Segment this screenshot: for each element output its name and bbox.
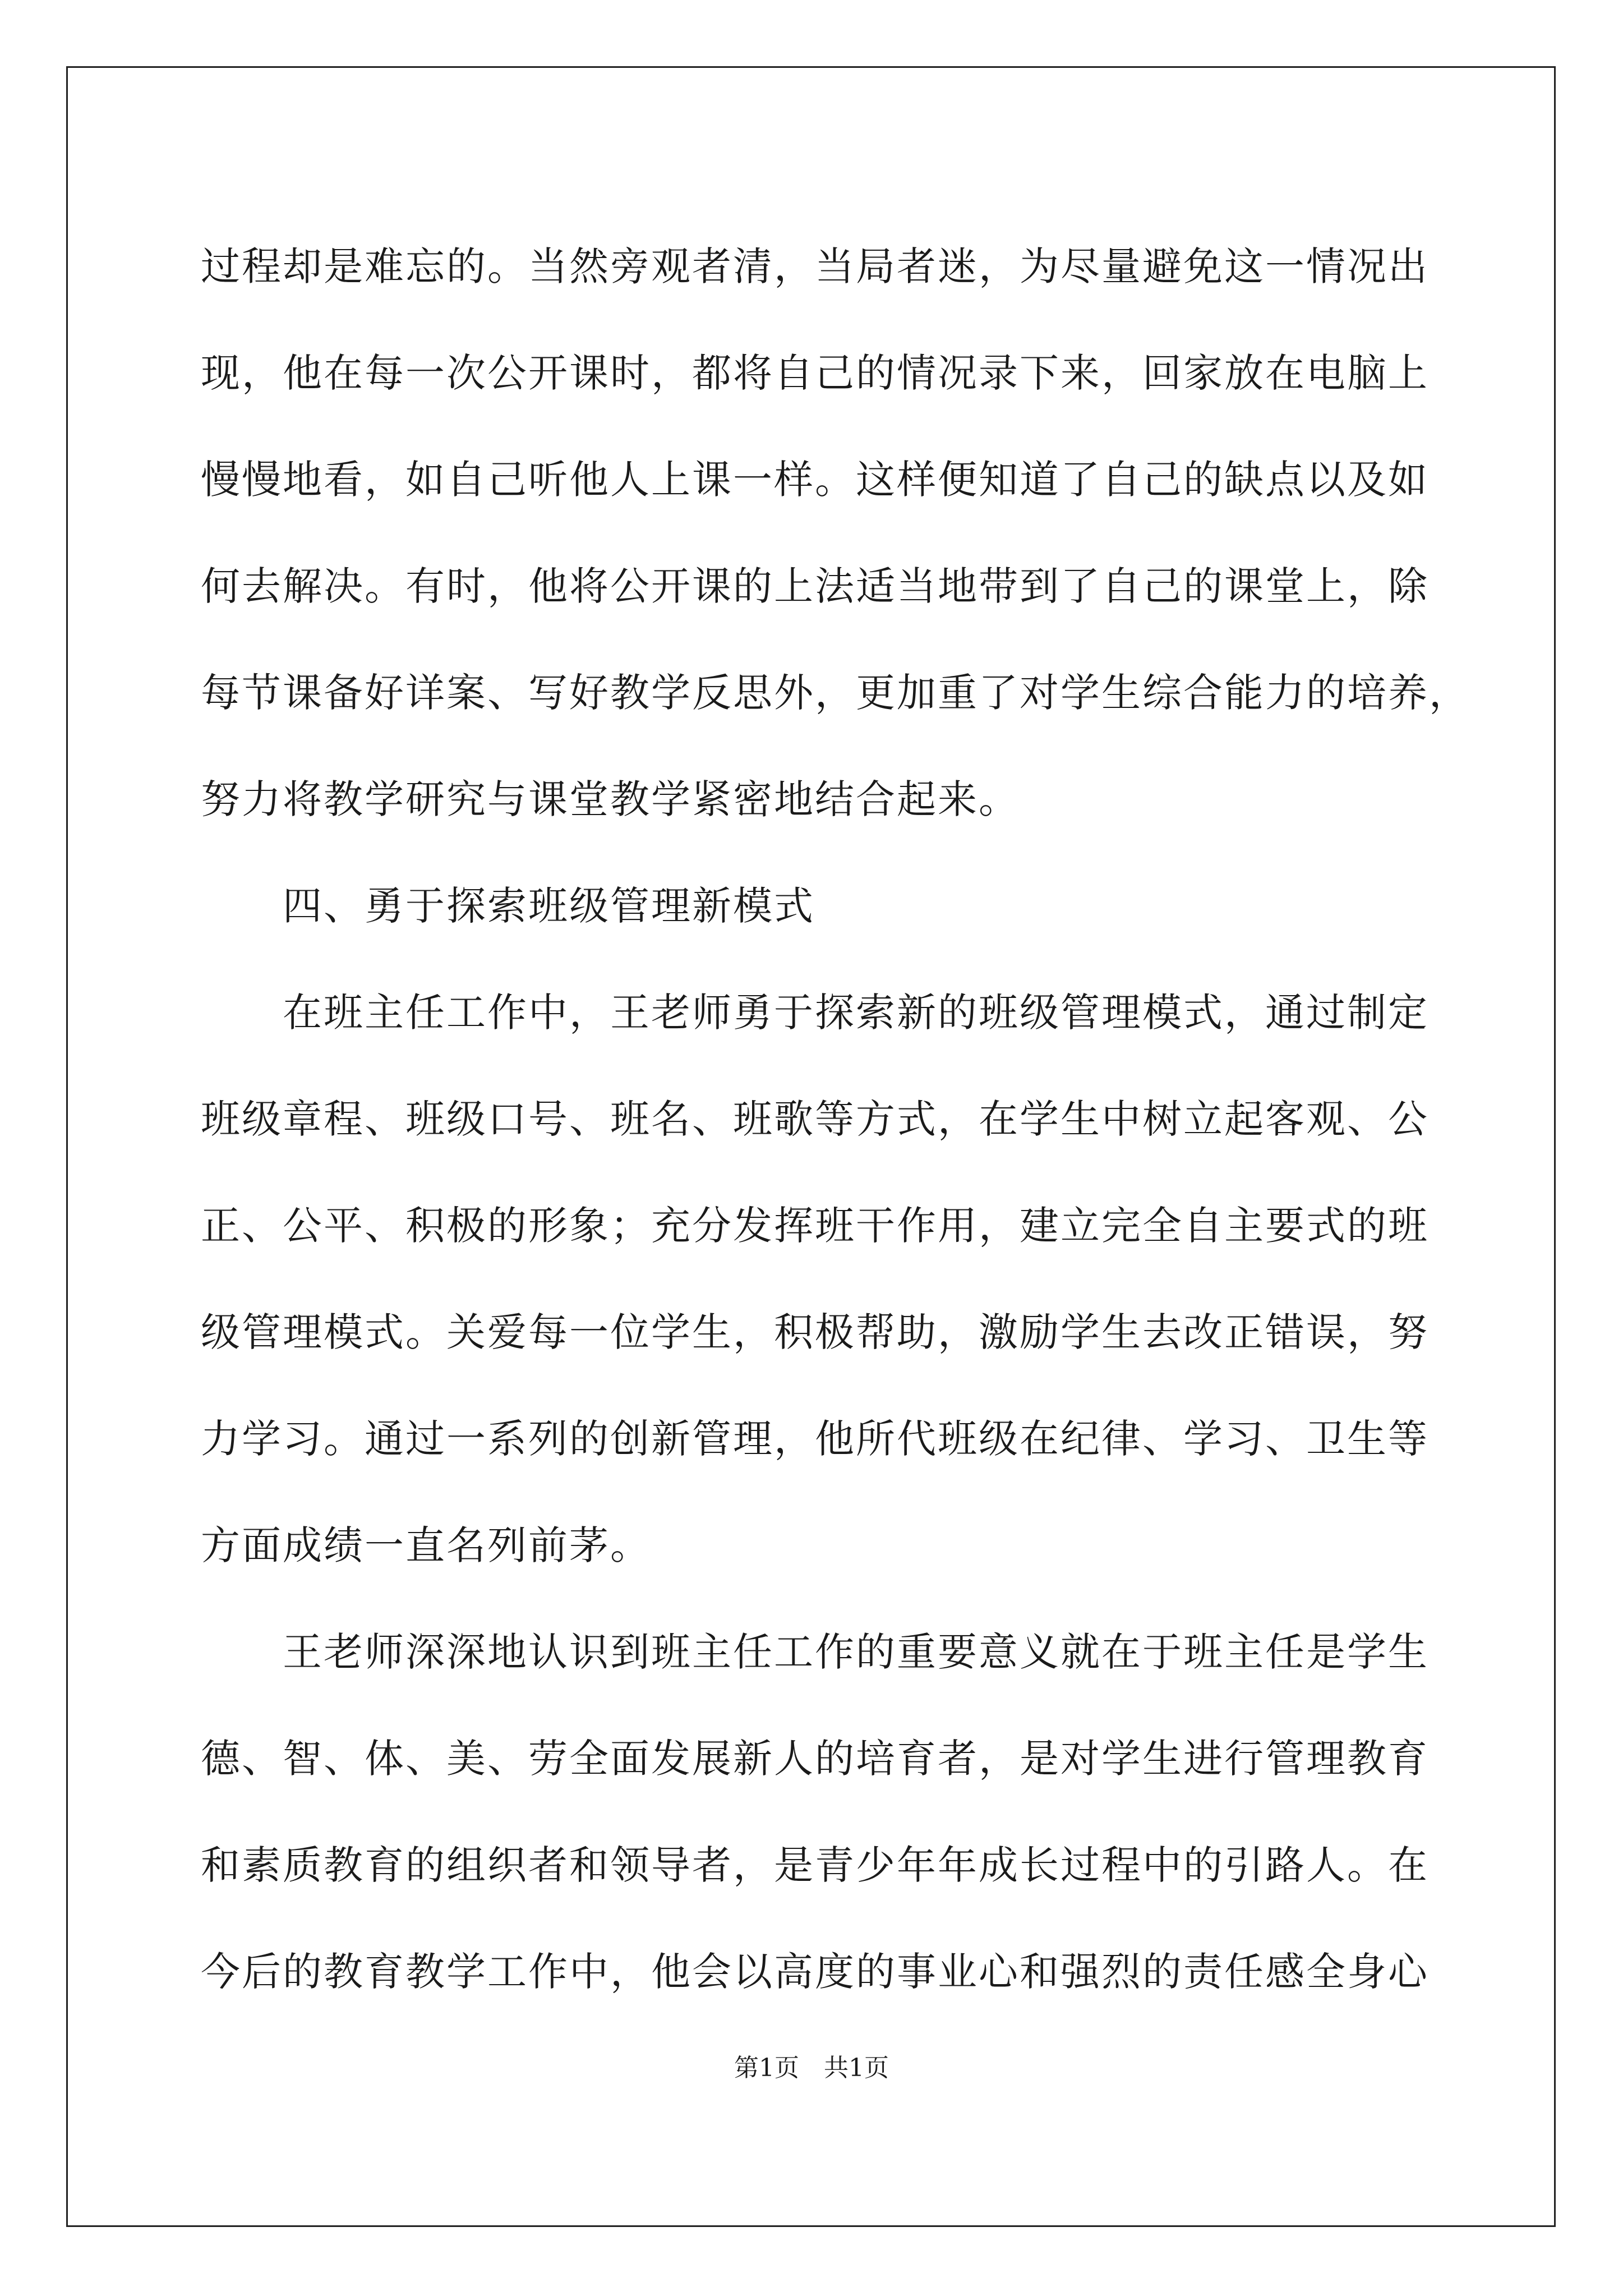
text-line: 班级章程、班级口号、班名、班歌等方式，在学生中树立起客观、公	[201, 1096, 1429, 1142]
text-line: 王老师深深地认识到班主任工作的重要意义就在于班主任是学生	[201, 1629, 1429, 1675]
section-heading: 四、勇于探索班级管理新模式	[201, 883, 815, 929]
text-line: 在班主任工作中，王老师勇于探索新的班级管理模式，通过制定	[201, 990, 1429, 1036]
text-line: 慢慢地看，如自己听他人上课一样。这样便知道了自己的缺点以及如	[201, 457, 1429, 503]
text-line: 力学习。通过一系列的创新管理，他所代班级在纪律、学习、卫生等	[201, 1416, 1429, 1462]
text-line: 何去解决。有时，他将公开课的上法适当地带到了自己的课堂上，除	[201, 563, 1429, 609]
text-line: 德、智、体、美、劳全面发展新人的培育者，是对学生进行管理教育	[201, 1736, 1429, 1782]
document-body	[201, 213, 1470, 2025]
page-footer: 第1页 共1页	[734, 2054, 889, 2082]
text-line: 今后的教育教学工作中，他会以高度的事业心和强烈的责任感全身心	[201, 1949, 1429, 1995]
text-line: 每节课备好详案、写好教学反思外，更加重了对学生综合能力的培养，	[201, 670, 1470, 716]
text-line: 正、公平、积极的形象；充分发挥班干作用，建立完全自主要式的班	[201, 1203, 1429, 1249]
text-line: 方面成绩一直名列前茅。	[201, 1522, 651, 1568]
text-line: 现，他在每一次公开课时，都将自己的情况录下来，回家放在电脑上	[201, 350, 1429, 396]
text-line: 过程却是难忘的。当然旁观者清，当局者迷，为尽量避免这一情况出	[201, 243, 1429, 289]
text-line: 努力将教学研究与课堂教学紧密地结合起来。	[201, 776, 1020, 822]
text-line: 级管理模式。关爱每一位学生，积极帮助，激励学生去改正错误，努	[201, 1309, 1429, 1355]
text-line: 和素质教育的组织者和领导者，是青少年年成长过程中的引路人。在	[201, 1842, 1429, 1888]
